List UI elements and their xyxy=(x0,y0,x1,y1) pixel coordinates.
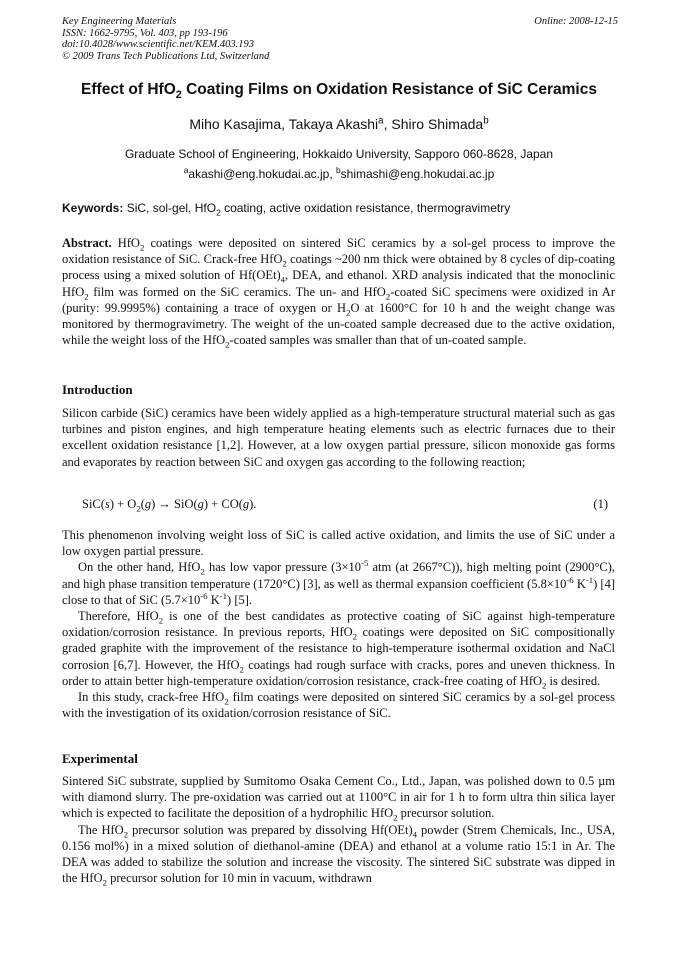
experimental-paragraph-1: Sintered SiC substrate, supplied by Sumitomo Osaka Cement Co., Ltd., Japan, was polished down to 0.5 µm with diamond slurry. The pre-oxidation was carried out at 1100°C in air for 1 h to form ultra thin silica layer which is expected to facilitate the deposition of a hydrophilic HfO$_2$ precursor solution. xyxy=(62,774,615,823)
paper-title: Effect of HfO$_2$ Coating Films on Oxidation Resistance of SiC Ceramics xyxy=(81,81,597,102)
keywords: Keywords: SiC, sol-gel, HfO$_2$ coating, active oxidation resistance, thermogravimetry xyxy=(62,201,511,218)
abstract: Abstract. HfO$_2$ coatings were deposited on sintered SiC ceramics by a sol-gel process to improve the oxidation resistance of SiC. Crack-free HfO$_2$ coatings ~200 nm thick were obtained by 8 cycles of dip-coating process using a mixed solution of $Hf(OEt)_4$, DEA, and ethanol. XRD analysis indicated that the monoclinic HfO$_2$ film was formed on the SiC ceramics. The un- and HfO$_2$-coated SiC specimens were oxidized in Ar (purity: 99.9995%) containing a trace of oxygen or $H_2O$ at 1600°C for 10 h and the weight change was monitored by thermogravimetry. The weight of the un-coated sample decreased due to the active oxidation, while the weight loss of the HfO$_2$-coated samples was smaller than that of un-coated sample. xyxy=(62,236,616,350)
equation-1: $SiC(s) + O_2(g) \to SiO(g) + CO(g)$. (1) xyxy=(82,497,608,514)
copyright-line: © 2009 Trans Tech Publications Ltd, Switzerland xyxy=(62,50,270,62)
journal-header xyxy=(62,16,618,62)
affiliation: Graduate School of Engineering, Hokkaido University, Sapporo 060-8628, Japan xyxy=(124,147,554,161)
introduction-paragraph-1: Silicon carbide (SiC) ceramics have been widely applied as a high-temperature structural material such as gas turbines and piston engines, and high temperature heating elements such as electric furnaces due to their excellent oxidation resistance [1,2]. However, at a low oxygen partial pressure, silicon monoxide gas forms and evaporates by reaction between SiC and oxygen gas according to the following reaction; xyxy=(62,406,615,469)
equation-number: (1) xyxy=(593,497,608,511)
issn-line: ISSN: 1662-9795, Vol. 403, pp 193-196 xyxy=(62,27,228,39)
experimental-heading: Experimental xyxy=(62,751,138,766)
author-emails: $^a$akashi@eng.hokudai.ac.jp, $^b$shimashi@eng.hokudai.ac.jp xyxy=(183,165,495,181)
author-list: Miho Kasajima, Takaya Akashi$^a$, Shiro Shimada$^b$ xyxy=(189,115,489,132)
introduction-body xyxy=(62,527,615,721)
introduction-paragraph-5: In this study, crack-free HfO$_2$ film coatings were deposited on sintered SiC ceramics by a sol-gel process with the investigation of its oxidation/corrosion resistance of SiC. xyxy=(62,690,616,721)
doi-line: doi:10.4028/www.scientific.net/KEM.403.193 xyxy=(62,39,254,50)
introduction-paragraph-3: On the other hand, HfO$_2$ has low vapor pressure ($3\times 10^{-5}$ atm (at 2667°C)), high melting point (2900°C), and high phase transition temperature (1720°C) [3], as well as thermal expansion coefficient ($5.8\times 10^{-6}$ $K^{-1}$) [4] close to that of SiC ($5.7\times 10^{-6}$ $K^{-1}$) [5]. xyxy=(62,558,616,607)
online-date: Online: 2008-12-15 xyxy=(534,16,618,27)
introduction-paragraph-2: This phenomenon involving weight loss of SiC is called active oxidation, and limits the use of SiC under a low oxygen partial pressure. xyxy=(62,528,615,559)
experimental-paragraph-2: The HfO$_2$ precursor solution was prepared by dissolving $Hf(OEt)_4$ powder (Strem Chemicals, Inc., USA, 0.156 mol%) in a mixed solution of diethanol-amine (DEA) and ethanol at a volume ratio 15:1 in Ar. The DEA was added to stabilize the solution and increase the viscosity. The sintered SiC substrate was dipped in the HfO$_2$ precursor solution for 10 min in vacuum, withdrawn xyxy=(62,822,615,888)
journal-name: Key Engineering Materials xyxy=(62,16,177,27)
introduction-heading: Introduction xyxy=(62,382,133,397)
introduction-paragraph-4: Therefore, HfO$_2$ is one of the best candidates as protective coating of SiC against high-temperature oxidation/corrosion resistance. In previous reports, HfO$_2$ coatings were deposited on SiC compositionally graded graphite with the improvement of the resistance to high-temperature isothermal oxidation and NaCl corrosion [6,7]. However, the HfO$_2$ coatings had rough surface with cracks, pores and uneven thickness. In order to attain better high-temperature oxidation/corrosion resistance, crack-free coating of HfO$_2$ is desired. xyxy=(62,609,616,691)
experimental-body xyxy=(62,773,615,886)
